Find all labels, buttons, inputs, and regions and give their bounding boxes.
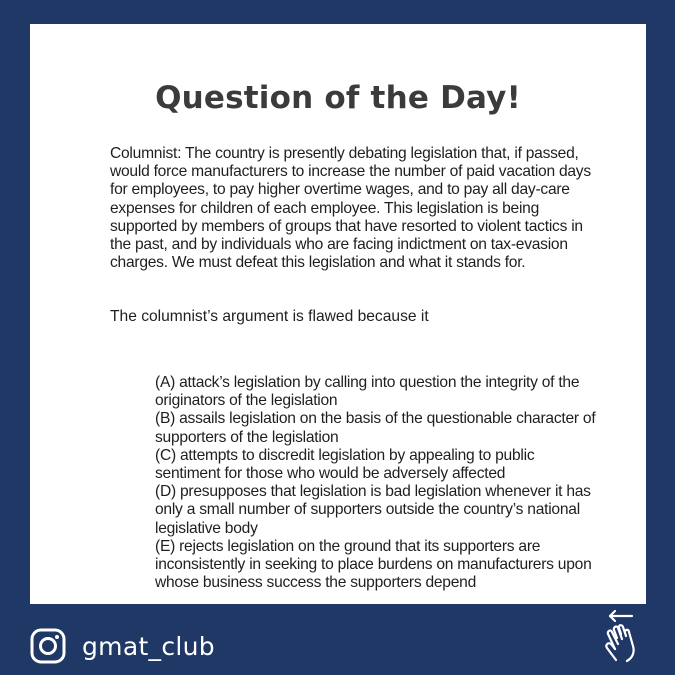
passage-line: supported by members of groups that have resorted to violent tactics in [110,217,583,235]
passage-line: the past, and by individuals who are facing indictment on tax-evasion [110,236,568,254]
instagram-icon [30,628,66,664]
social-handle[interactable] [30,626,215,666]
option-c-line: sentiment for those who would be adversely affected [155,465,506,483]
passage-line: for employees, to pay higher overtime wages, and to pay all day-care [110,181,570,199]
handle-text: gmat_club [82,631,215,661]
option-a-line: (A) attack’s legislation by calling into question the integrity of the [155,374,580,391]
option-d-line: only a small number of supporters outside the country’s national [155,501,580,519]
option-b-line: (B) assails legislation on the basis of the questionable character of [155,410,596,428]
page-title: Question of the Day! [155,80,521,116]
passage [110,145,650,272]
passage-line: Columnist: The country is presently debating legislation that, if passed, [110,145,579,162]
option-a-line: originators of the legislation [155,392,338,410]
option-e-line: whose business success the supporters depend [155,574,476,592]
option-e-line: inconsistently in seeking to place burdens on manufacturers upon [155,556,592,574]
passage-line: charges. We must defeat this legislation and what it stands for. [110,254,526,272]
option-d-line: (D) presupposes that legislation is bad legislation whenever it has [155,483,591,501]
question-card [30,24,646,604]
swipe-hand-icon [598,608,648,664]
question-stem: The columnist’s argument is flawed because it [110,308,429,325]
option-d-line: legislative body [155,519,258,537]
passage-line: expenses for children of each employee. This legislation is being [110,199,540,217]
option-e-line: (E) rejects legislation on the ground that its supporters are [155,537,541,555]
passage-line: would force manufacturers to increase the number of paid vacation days [110,163,591,181]
answer-options [155,374,650,592]
option-c-line: (C) attempts to discredit legislation by appealing to public [155,446,535,464]
option-b-line: supporters of the legislation [155,428,339,446]
